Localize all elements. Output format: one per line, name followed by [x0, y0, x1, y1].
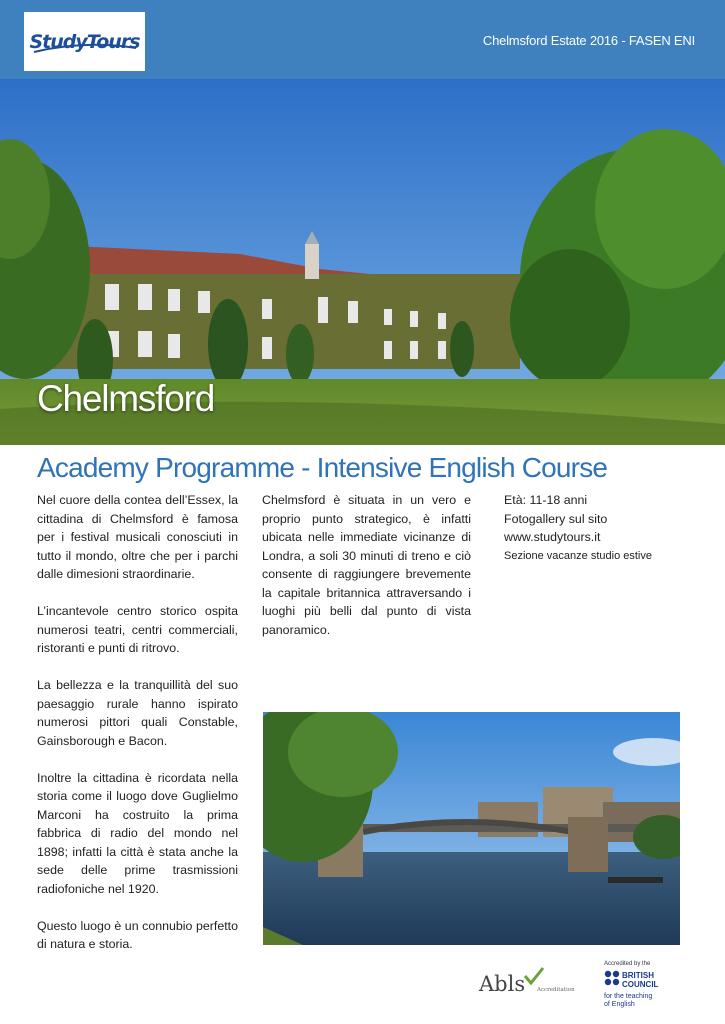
- british-council-dots-icon: [604, 970, 620, 988]
- paragraph: Inoltre la cittadina è ricordata nella storia come il luogo dove Guglielmo Marconi ha costruito la prima fabbrica di radio del mondo nel 1898; infatti la città è stata anche la sede delle prime trasmissioni radiofoniche nel 1920.: [37, 770, 238, 896]
- river-bridge-photo: [263, 712, 680, 945]
- section-note: Sezione vacanze studio estive: [504, 549, 652, 562]
- studytours-logo[interactable]: [24, 12, 145, 71]
- website-link[interactable]: www.studytours.it: [504, 530, 601, 544]
- bridge-photo-image: [263, 712, 680, 945]
- bc-teaching-text: for the teaching of English: [604, 993, 653, 1008]
- paragraph: Nel cuore della contea dell’Essex, la cittadina di Chelmsford è famosa per i festival musicali conosciuti in tutto il mondo, oltre che per i parchi dalle dimesioni straordinarie.: [37, 493, 238, 581]
- bc-name-text: BRITISH COUNCIL: [622, 971, 659, 989]
- main-heading: Academy Programme - Intensive English Course: [37, 452, 608, 483]
- bc-accredited-text: Accredited by the: [604, 961, 651, 967]
- gallery-note: Fotogallery sul sito: [504, 511, 608, 526]
- paragraph: Questo luogo è un connubio perfetto di natura e storia.: [37, 918, 238, 951]
- hero-photo: [0, 79, 725, 445]
- checkmark-icon: [523, 966, 545, 986]
- logo-text: StudyTours: [29, 30, 140, 53]
- abls-subtitle: Accreditation: [537, 987, 575, 993]
- british-council-logo: [604, 961, 676, 1017]
- paragraph: L’incantevole centro storico ospita numerosi teatri, centri commerciali, ristoranti e punti di ritrovo.: [37, 604, 238, 655]
- hero-title: Chelmsford: [37, 378, 215, 419]
- paragraph: La bellezza e la tranquillità del suo paesaggio rurale hanno ispirato numerosi pittori quali Constable, Gainsborough e Bacon.: [37, 678, 238, 748]
- abls-accreditation-logo: [479, 966, 584, 1002]
- logo-swoosh-icon: [30, 42, 140, 56]
- header-title: Chelmsford Estate 2016 - FASEN ENI: [482, 33, 695, 48]
- age-range: Età: 11-18 anni: [504, 493, 588, 507]
- abls-text: Abls: [479, 972, 526, 996]
- column-middle: [262, 491, 471, 639]
- column-left: [37, 491, 238, 972]
- page-header: [0, 0, 725, 79]
- column-right: [504, 491, 694, 565]
- paragraph: Chelmsford è situata in un vero e proprio punto strategico, è infatti ubicata nelle immediate vicinanze di Londra, a soli 30 minuti di treno e ciò consente di raggiungere brevemente la capitale britannica attraversando i luoghi più belli dal punto di vista panoramico.: [262, 493, 471, 637]
